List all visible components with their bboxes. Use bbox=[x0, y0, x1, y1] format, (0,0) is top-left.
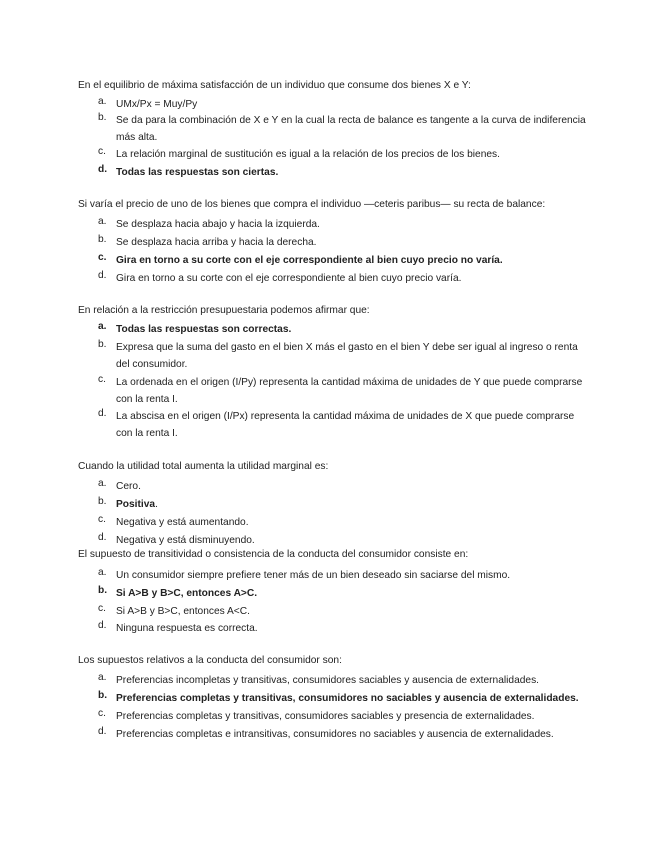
option-text: Preferencias incompletas y transitivas, consumidores saciables y ausencia de externalidades. bbox=[116, 675, 539, 686]
option-letter: c. bbox=[98, 708, 106, 719]
question-stem: El supuesto de transitividad o consistencia de la conducta del consumidor consiste en: bbox=[78, 549, 469, 560]
question-stem: Si varía el precio de uno de los bienes que compra el individuo —ceteris paribus— su recta de balance: bbox=[78, 199, 546, 210]
option-letter: b. bbox=[98, 496, 107, 507]
option-letter: c. bbox=[98, 252, 107, 263]
option-text: La abscisa en el origen (I/Px) representa la cantidad máxima de unidades de X que puede comprarse con la renta I. bbox=[116, 411, 575, 439]
option-text: Todas las respuestas son ciertas. bbox=[116, 167, 279, 178]
option-letter: b. bbox=[98, 234, 107, 245]
option-text: Cero. bbox=[116, 481, 141, 492]
option-letter: d. bbox=[98, 532, 107, 543]
option-text: Gira en torno a su corte con el eje correspondiente al bien cuyo precio no varía. bbox=[116, 255, 503, 266]
option-text-rest: . bbox=[155, 499, 158, 510]
option-text: Negativa y está disminuyendo. bbox=[116, 535, 255, 546]
question-stem: Los supuestos relativos a la conducta del consumidor son: bbox=[78, 655, 342, 666]
option-letter: d. bbox=[98, 164, 108, 175]
option-letter: d. bbox=[98, 270, 107, 281]
option-letter: d. bbox=[98, 408, 107, 419]
option-letter: d. bbox=[98, 726, 107, 737]
option-letter: b. bbox=[98, 112, 107, 123]
option-letter: c. bbox=[98, 514, 106, 525]
option-text: UMx/Px = Muy/Py bbox=[116, 99, 198, 110]
option-letter: c. bbox=[98, 603, 106, 614]
option-letter: b. bbox=[98, 585, 108, 596]
option-text: Si A>B y B>C, entonces A>C. bbox=[116, 588, 258, 599]
option-text: Todas las respuestas son correctas. bbox=[116, 324, 292, 335]
option-text: Ninguna respuesta es correcta. bbox=[116, 623, 258, 634]
option-text: Expresa que la suma del gasto en el bien X más el gasto en el bien Y debe ser igual al ingreso o renta del consumidor. bbox=[116, 342, 578, 370]
option-text: La relación marginal de sustitución es igual a la relación de los precios de los bienes. bbox=[116, 149, 500, 160]
option-letter: a. bbox=[98, 96, 107, 107]
option-text: Preferencias completas e intransitivas, consumidores no saciables y ausencia de externalidades. bbox=[116, 729, 554, 740]
option-letter: a. bbox=[98, 478, 107, 489]
question-stem: En el equilibrio de máxima satisfacción de un individuo que consume dos bienes X e Y: bbox=[78, 80, 471, 91]
option-letter: a. bbox=[98, 321, 107, 332]
option-text: Si A>B y B>C, entonces A<C. bbox=[116, 606, 250, 617]
option-text: Negativa y está aumentando. bbox=[116, 517, 249, 528]
option-letter: b. bbox=[98, 339, 107, 350]
question-stem: Cuando la utilidad total aumenta la utilidad marginal es: bbox=[78, 461, 329, 472]
option-letter: c. bbox=[98, 374, 106, 385]
option-letter: d. bbox=[98, 620, 107, 631]
option-letter: a. bbox=[98, 567, 107, 578]
option-text: Un consumidor siempre prefiere tener más de un bien deseado sin saciarse del mismo. bbox=[116, 570, 511, 581]
option-letter: a. bbox=[98, 672, 107, 683]
option-text: La ordenada en el origen (I/Py) representa la cantidad máxima de unidades de Y que puede comprarse con la renta I. bbox=[116, 377, 583, 405]
option-letter: a. bbox=[98, 216, 107, 227]
option-text: Se desplaza hacia arriba y hacia la derecha. bbox=[116, 237, 317, 248]
option-letter: c. bbox=[98, 146, 106, 157]
option-text: Se desplaza hacia abajo y hacia la izquierda. bbox=[116, 219, 320, 230]
option-text: Gira en torno a su corte con el eje correspondiente al bien cuyo precio varía. bbox=[116, 273, 462, 284]
option-text: Preferencias completas y transitivas, consumidores no saciables y ausencia de externalidades. bbox=[116, 693, 579, 704]
option-letter: b. bbox=[98, 690, 108, 701]
option-text bbox=[116, 496, 586, 513]
option-text: Preferencias completas y transitivas, consumidores saciables y presencia de externalidades. bbox=[116, 711, 535, 722]
option-text: Se da para la combinación de X e Y en la cual la recta de balance es tangente a la curva de indiferencia más alta. bbox=[116, 115, 586, 143]
question-stem: En relación a la restricción presupuestaria podemos afirmar que: bbox=[78, 305, 370, 316]
option-text-bold: Positiva bbox=[116, 499, 156, 510]
